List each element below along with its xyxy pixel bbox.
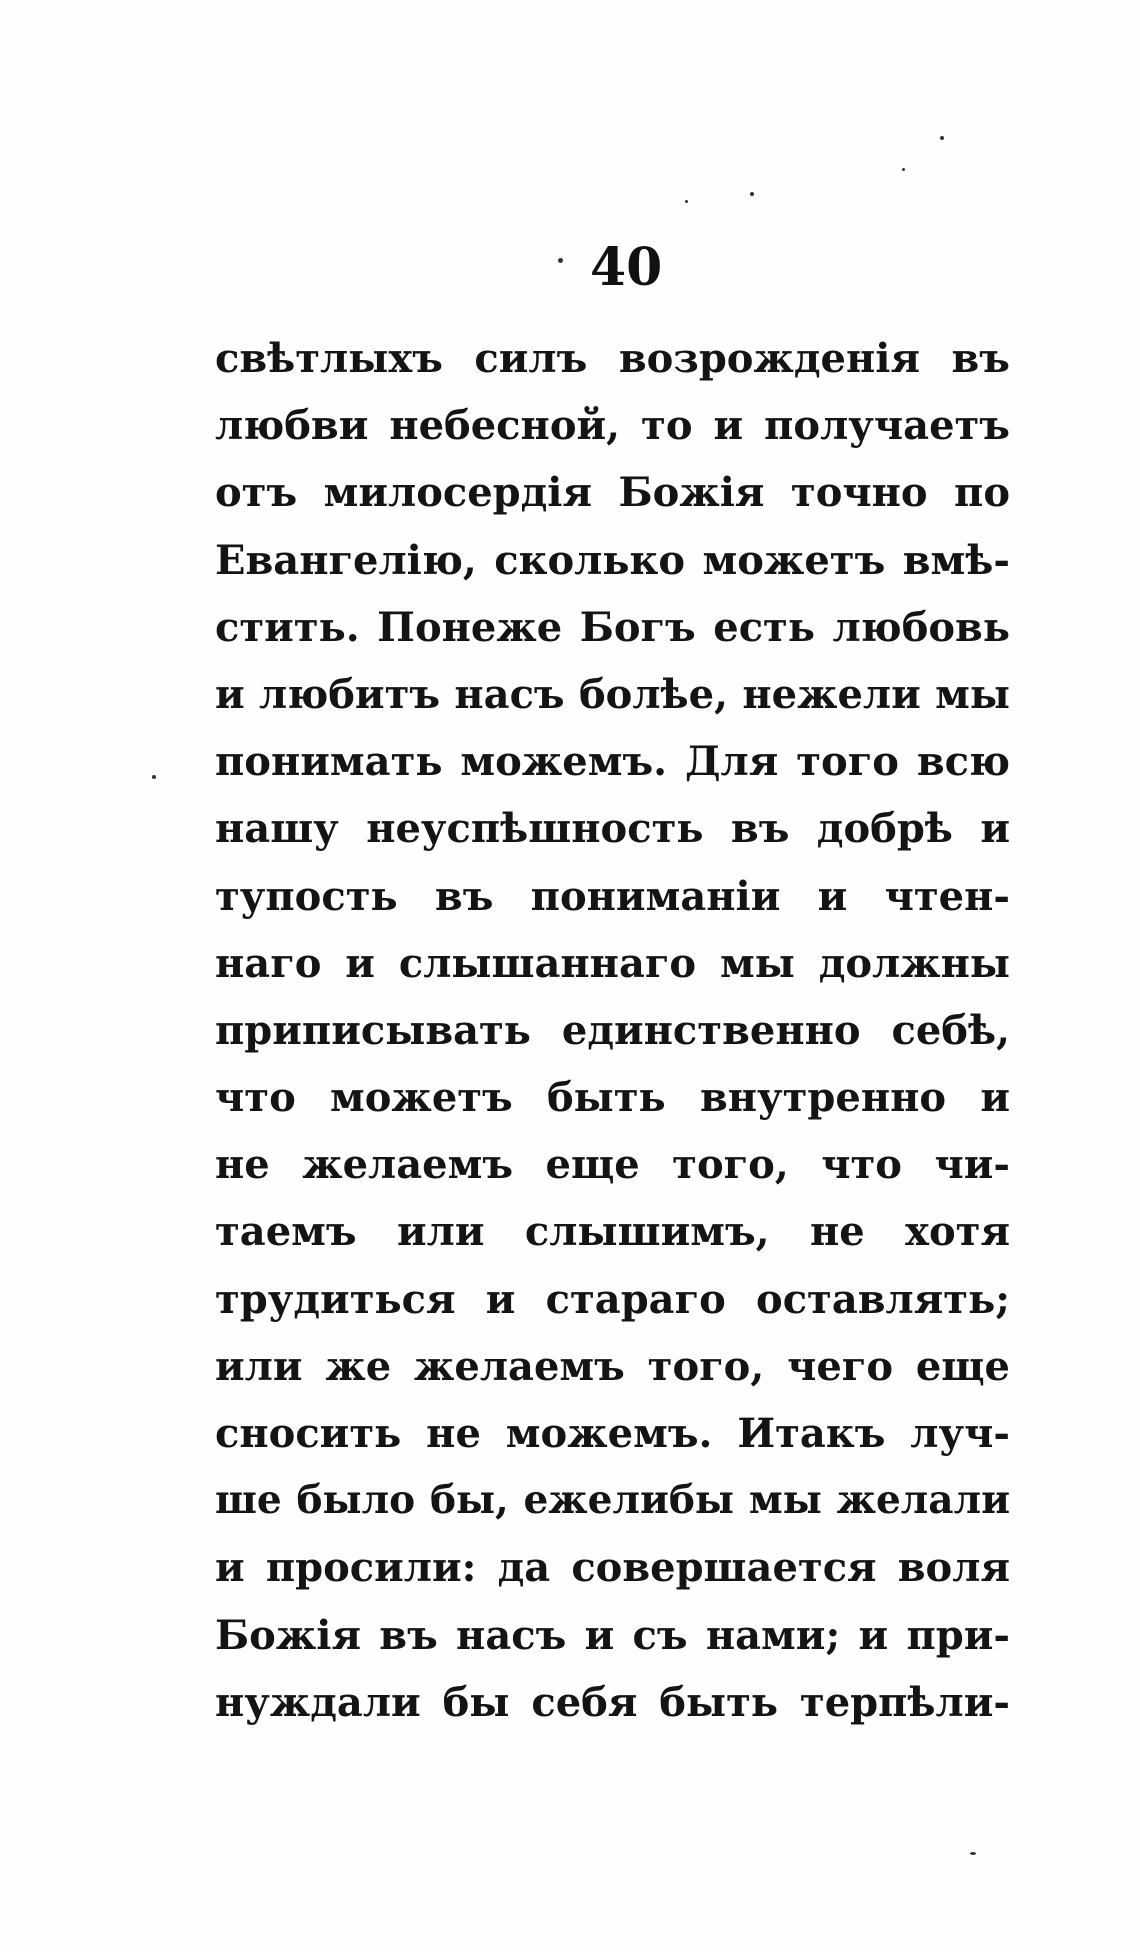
text-line: ше было бы, ежелибы мы желали [215, 1477, 1010, 1524]
scan-speck [152, 775, 156, 779]
text-line: наго и слышаннаго мы должны [215, 939, 1010, 987]
body-text [215, 325, 1010, 1736]
text-line: трудиться и стараго оставлять; [215, 1275, 1010, 1323]
text-line: любви небесной, то и получаетъ [215, 402, 1010, 450]
text-line: и любитъ насъ болѣе, нежели мы [215, 670, 1010, 718]
text-line: Божія въ насъ и съ нами; и при- [215, 1611, 1010, 1659]
text-line: нуждали бы себя быть терпѣли- [215, 1678, 1010, 1726]
scan-speck [750, 192, 754, 196]
text-line: не желаемъ еще того, что чи- [215, 1141, 1010, 1189]
text-line: сносить не можемъ. Итакъ луч- [215, 1410, 1010, 1457]
text-line: приписывать единственно себѣ, [215, 1006, 1010, 1054]
text-line: таемъ или слышимъ, не хотя [215, 1208, 1010, 1256]
page-number: 40 [590, 237, 663, 298]
text-line: и просили: да совершается воля [215, 1544, 1010, 1592]
text-line: Евангелію, сколько можетъ вмѣ- [215, 536, 1010, 584]
text-line: отъ милосердія Божія точно по [215, 469, 1010, 517]
scan-speck [558, 258, 563, 263]
text-line: что можетъ быть внутренно и [215, 1074, 1010, 1122]
text-line: стить. Понеже Богъ есть любовь [215, 603, 1010, 651]
text-line: или же желаемъ того, чего еще [215, 1342, 1010, 1390]
scan-speck [940, 136, 944, 140]
text-line: тупость въ пониманіи и чтен- [215, 872, 1010, 920]
text-line: свѣтлыхъ силъ возрожденія въ [215, 335, 1010, 382]
scan-speck [685, 200, 688, 203]
scan-speck [970, 1852, 976, 1855]
text-line: понимать можемъ. Для того всю [215, 738, 1010, 786]
text-line: нашу неуспѣшность въ добрѣ и [215, 805, 1010, 853]
scan-speck [902, 168, 905, 171]
